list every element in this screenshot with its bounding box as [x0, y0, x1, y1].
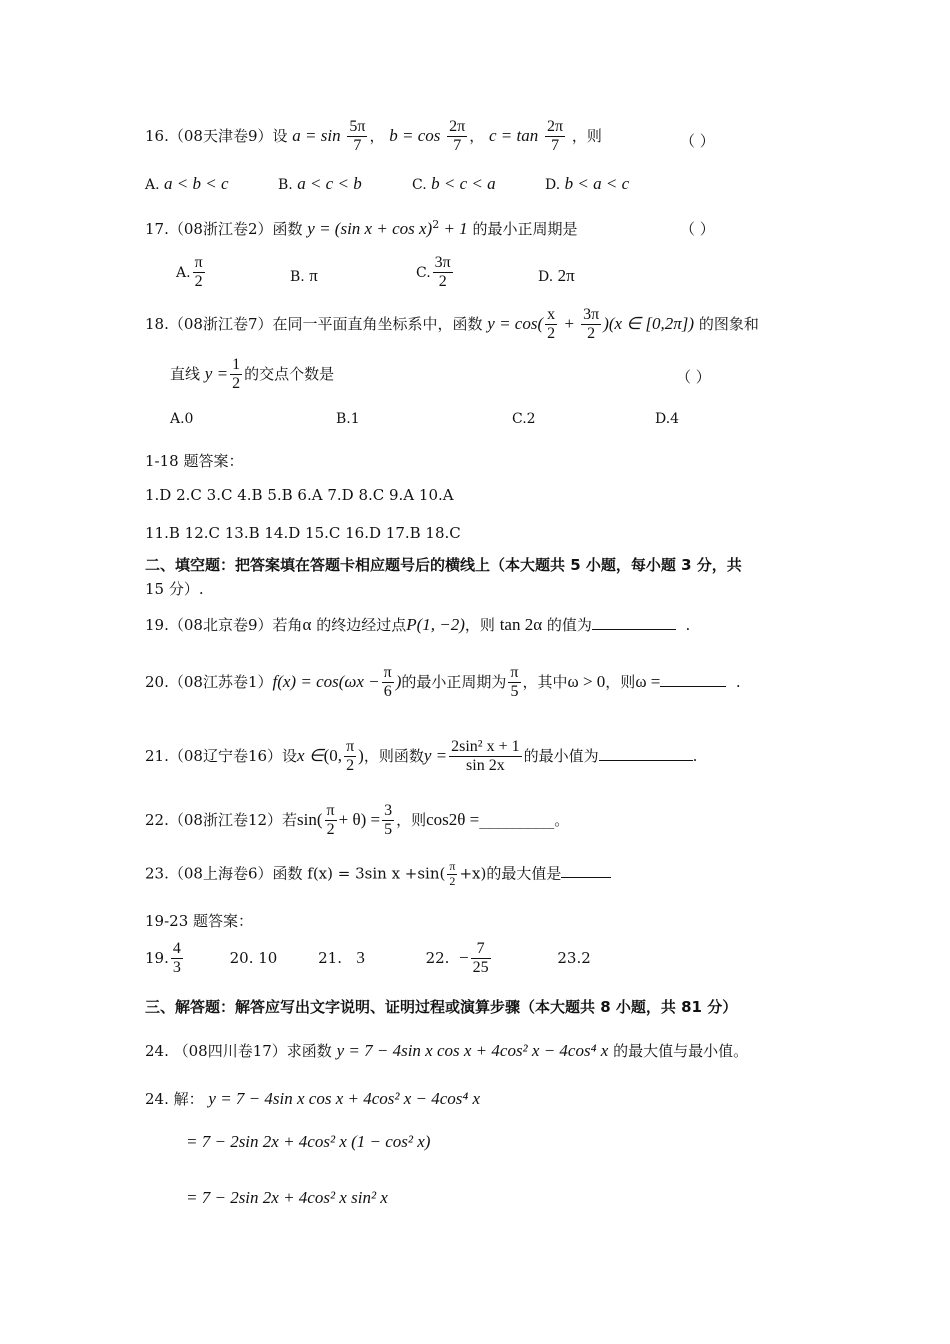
q18-line2-prefix: 直线: [170, 364, 201, 383]
q20-period-frac: $\frac{\pi}{5}$: [510, 664, 519, 701]
answer-19-frac: $\frac{4}{3}$: [172, 940, 181, 977]
answer-19: 19.: [145, 948, 169, 967]
q17-option-b: B. π: [290, 266, 318, 285]
q16-c-frac: $\frac{2\pi}{7}$: [547, 118, 564, 155]
q22-frac: $\frac{\pi}{2}$: [326, 802, 335, 839]
q21-x-in: x ∈: [297, 745, 324, 765]
answer-20: 20. 10: [229, 948, 278, 967]
q20-frac: $\frac{\pi}{6}$: [383, 664, 392, 701]
q16-option-c: C. b < c < a: [412, 174, 496, 193]
q22-mid: ，则: [396, 810, 427, 829]
answers-1-18-title: 1-18 题答案：: [145, 452, 244, 470]
q16-c-lhs: c = tan: [489, 125, 539, 145]
q21-int-frac: $\frac{\pi}{2}$: [346, 738, 355, 775]
q17-expr: y = (sin x + cos x): [307, 219, 433, 238]
q22-end: 。: [554, 810, 570, 829]
q16-prefix: 16.（08天津卷9）设: [145, 126, 288, 145]
question-23: [145, 860, 611, 889]
answer-22-frac: $\frac{7}{25}$: [472, 940, 489, 977]
answer-22-sign: −: [459, 947, 469, 967]
q24-prefix: 24. （08四川卷17）求函数: [145, 1042, 332, 1060]
q18-y-eq: y =: [204, 363, 229, 383]
q18-option-c: C.2: [512, 411, 536, 427]
q16-option-a: A. a < b < c: [145, 174, 229, 193]
solution-24-expr3: = 7 − 2sin 2x + 4cos² x sin² x: [186, 1188, 388, 1207]
q20-end: .: [735, 672, 741, 691]
q18-answer-paren: （ ）: [676, 368, 711, 386]
q22-prefix: 22.（08浙江卷12）若: [145, 810, 298, 829]
q18-prefix: 18.（08浙江卷7）在同一平面直角坐标系中，函数: [145, 314, 483, 333]
q21-int-a: (0,: [323, 745, 343, 765]
section-3-heading: 三、解答题：解答应写出文字说明、证明过程或演算步骤（本大题共 8 小题，共 81 分）: [145, 998, 738, 1016]
solution-24-line3: [186, 1188, 388, 1208]
question-21: [145, 738, 697, 776]
q18-option-d: D.4: [655, 411, 680, 427]
q20-answer-blank[interactable]: [660, 672, 726, 687]
q21-int-b: ): [358, 745, 364, 765]
q22-answer-blank[interactable]: __________: [479, 810, 555, 829]
answer-21: 21.: [318, 948, 342, 967]
q21-suffix: 的最小值为: [523, 746, 599, 765]
q21-answer-blank[interactable]: [599, 746, 693, 761]
q22-expr-b: + θ) =: [338, 809, 381, 829]
q20-expr-a: f(x) = cos(ωx −: [272, 671, 380, 691]
q21-y-eq: y =: [423, 745, 448, 765]
q24-expr: y = 7 − 4sin x cos x + 4cos² x − 4cos⁴ x: [336, 1041, 609, 1060]
solution-24-line1: [145, 1088, 480, 1109]
q17-suffix: 的最小正周期是: [472, 220, 578, 238]
q23-expr-a: f(x) = 3sin x +sin(: [307, 864, 446, 883]
q17-prefix: 17.（08浙江卷2）函数: [145, 220, 303, 238]
q19-expr: tan 2α: [499, 615, 543, 634]
q21-prefix: 21.（08辽宁卷16）设: [145, 746, 298, 765]
answers-19-23-title: 19-23 题答案：: [145, 912, 254, 930]
q17-answer-paren: （ ）: [680, 220, 715, 238]
question-24: [145, 1040, 748, 1061]
solution-24-label: 24. 解：: [145, 1090, 204, 1108]
q18-line2-suffix: 的交点个数是: [244, 364, 335, 383]
question-20: [145, 664, 741, 702]
q17-option-c: C. $\frac{3\pi}{2}$: [416, 254, 451, 291]
q19-suffix: 的值为: [546, 616, 592, 634]
q17-expr-tail: + 1: [439, 219, 468, 238]
q21-end: .: [692, 746, 698, 765]
q17-option-d: D. 2π: [538, 266, 575, 285]
question-18: [145, 306, 759, 344]
answers-1-18-row2: 11.B 12.C 13.B 14.D 15.C 16.D 17.B 18.C: [145, 524, 461, 542]
q16-a-frac: $\frac{5\pi}{7}$: [349, 118, 366, 155]
q18-half: $\frac{1}{2}$: [232, 356, 241, 393]
q20-mid: 的最小正周期为: [401, 672, 507, 691]
q18-frac-2: $\frac{3\pi}{2}$: [583, 306, 600, 343]
q23-suffix: 的最大值是: [486, 864, 562, 883]
q22-expr-a: sin(: [297, 809, 323, 829]
q18-plus: +: [559, 313, 580, 333]
q16-suffix: ，则: [571, 126, 602, 145]
q16-a-lhs: a = sin: [292, 125, 341, 145]
section-2-heading-line2: 15 分）.: [145, 580, 204, 598]
answers-19-23-row: [145, 940, 591, 978]
answers-1-18-row1: 1.D 2.C 3.C 4.B 5.B 6.A 7.D 8.C 9.A 10.A: [145, 486, 454, 504]
question-18-line2: [170, 356, 334, 394]
q20-mid2: ，其中: [522, 672, 568, 691]
q18-expr-a: y = cos(: [487, 313, 544, 333]
q18-suffix: 的图象和: [698, 314, 759, 333]
q20-omega: ω =: [635, 671, 661, 691]
question-17: [145, 218, 577, 239]
q23-answer-blank[interactable]: [561, 863, 611, 878]
q16-option-b: B. a < c < b: [278, 174, 362, 193]
q19-end: .: [685, 616, 691, 634]
section-2-heading-line1: 二、填空题：把答案填在答题卡相应题号后的横线上（本大题共 5 小题，每小题 3 分，共: [145, 556, 742, 574]
q19-mid2: ，则: [464, 616, 495, 634]
q22-expr: cos2θ =: [426, 809, 480, 829]
q16-b-lhs: b = cos: [389, 125, 441, 145]
q18-expr-b: )(x ∈ [0,2π]): [603, 313, 695, 333]
q21-func-frac: $\frac{\text{2sin² x + 1}}{\sin 2x}$: [451, 738, 520, 775]
q23-frac: $\frac{\pi}{2}$: [449, 859, 456, 888]
answer-23: 23.2: [557, 948, 591, 967]
question-19: [145, 614, 690, 635]
q16-answer-paren: （ ）: [680, 132, 715, 150]
q23-expr-b: +x): [459, 864, 487, 883]
q16-b-frac: $\frac{2\pi}{7}$: [449, 118, 466, 155]
q19-prefix: 19.（08北京卷9）若角: [145, 616, 303, 634]
answer-21-value: 3: [356, 947, 365, 967]
q23-prefix: 23.（08上海卷6）函数: [145, 864, 303, 883]
q18-option-a: A.0: [170, 411, 194, 427]
q19-alpha: α: [302, 615, 312, 634]
question-22: [145, 802, 569, 840]
q24-suffix: 的最大值与最小值。: [613, 1042, 749, 1060]
question-16: 16.（08天津卷9）设 a = sin $\frac{5\pi}{7}$ ， b = cos $\frac{2\pi}{7}$ ， c = tan $\frac{2\pi}{7}$ ，则: [145, 118, 602, 155]
q21-mid: ，则函数: [363, 746, 424, 765]
q19-mid: 的终边经过点: [316, 616, 407, 634]
q20-mid3: ，则: [605, 672, 636, 691]
q20-prefix: 20.（08江苏卷1）: [145, 672, 273, 691]
q18-option-b: B.1: [336, 411, 360, 427]
answer-22: 22.: [425, 948, 450, 967]
q18-frac-1: $\frac{x}{2}$: [547, 306, 556, 343]
q19-point: P(1, −2): [406, 615, 465, 634]
q16-option-d: D. b < a < c: [545, 174, 630, 193]
q20-cond: ω > 0: [567, 671, 606, 691]
q20-expr-b: ): [395, 671, 402, 691]
q19-answer-blank[interactable]: [592, 615, 676, 630]
solution-24-expr2: = 7 − 2sin 2x + 4cos² x (1 − cos² x): [186, 1132, 431, 1151]
solution-24-line2: [186, 1132, 430, 1152]
q22-value-frac: $\frac{3}{5}$: [384, 802, 393, 839]
q17-exp: 2: [432, 218, 440, 231]
q17-option-a: A. $\frac{\pi}{2}$: [176, 254, 203, 291]
solution-24-expr1: y = 7 − 4sin x cos x + 4cos² x − 4cos⁴ x: [208, 1089, 481, 1108]
